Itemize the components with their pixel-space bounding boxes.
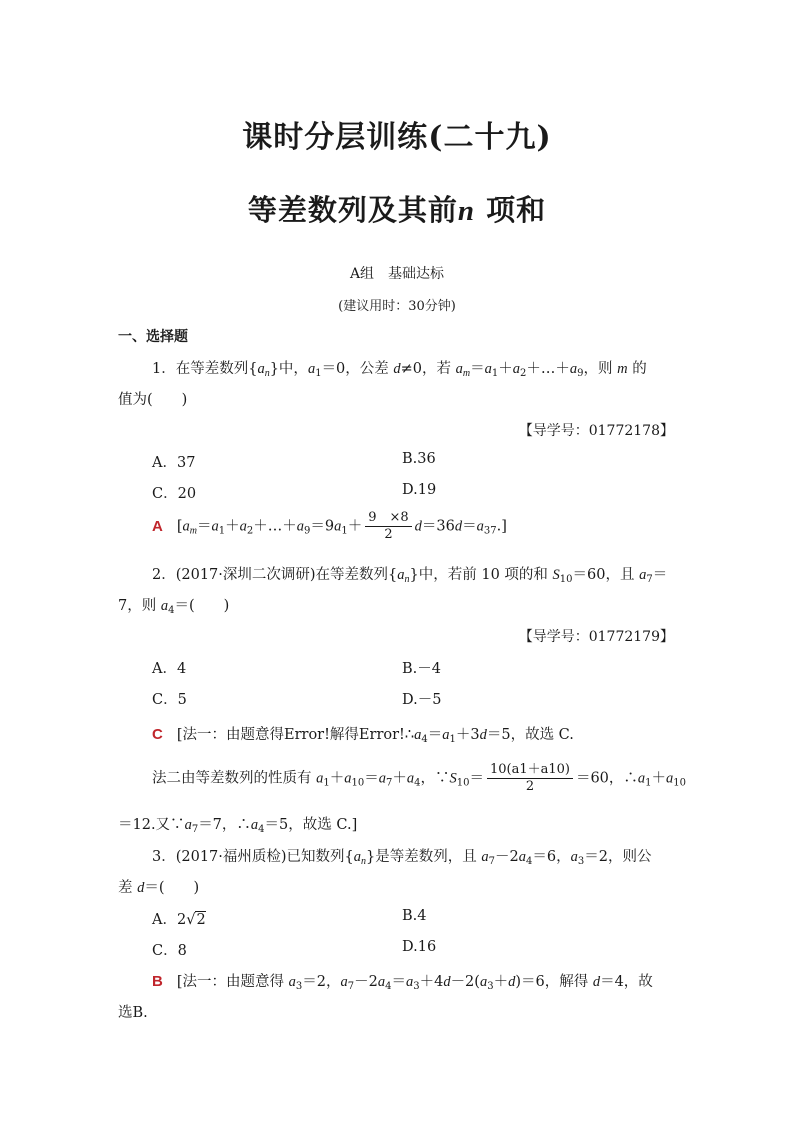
- q3-answer-key: B: [152, 973, 163, 990]
- q2-stem-line2: 7，则 $a_4=$( ): [118, 598, 230, 616]
- group-heading: A组 基础达标: [349, 266, 445, 282]
- q1-stem-line2: 值为( ): [118, 392, 188, 408]
- q3-solution-line1: B [法一：由题意得 $a_3=2$，$a_7-2a_4=a_3+4d-2(a_3+d)=6$，解得 d＝4，故: [152, 973, 653, 992]
- q2-reference-number: 【导学号：01772179】: [518, 629, 674, 645]
- q1-option-b: B.36: [402, 451, 436, 467]
- q2-solution-line3: ＝12.又$\because a_7=7$，$\therefore a_4=5$，故选 C.]: [118, 817, 358, 835]
- q1-fraction: $\frac{9 \times 8}{2}$: [365, 510, 411, 543]
- q3-option-d: D.16: [402, 939, 437, 955]
- q3-option-c: C．8: [152, 943, 187, 959]
- q1-option-a: A．37: [152, 455, 196, 471]
- q3-option-b: B.4: [402, 908, 427, 924]
- q1-option-d: D.19: [402, 482, 437, 498]
- q2-solution-line2: 法二由等差数列的性质有 $a_1+a_{10}=a_7+a_4$，$\because S_{10}=$ $\frac{10(a1+a10)}{2}$ ＝60，$\therefore a_1+a_{10}$: [152, 762, 687, 794]
- q1-stem-line1: 1．在等差数列$\{a_n\}$中，$a_1=0$，公差 d≠0，若 $a_m=a_1+a_2+\dots+a_9$，则 m 的: [152, 361, 647, 379]
- q2-option-b: B.－4: [402, 661, 441, 677]
- q3-option-a: A．2√2: [152, 912, 206, 928]
- q3-solution-line2: 选B.: [118, 1005, 148, 1021]
- q2-answer-key: C: [152, 726, 163, 743]
- q2-fraction: $\frac{10(a1+a10)}{2}$: [487, 762, 573, 795]
- q1-solution: A [$a_m=a_1+a_2+\dots+a_9=9a_1+$ $\frac{9 \times 8}{2}$ $d=36d=a_{37}$.]: [152, 510, 507, 542]
- q2-solution-line1: C [法一：由题意得Error!解得$Error!\therefore a_4=a_1+3d=5$，故选 C.: [152, 726, 574, 745]
- q2-stem-line1: 2．(2017·深圳二次调研)在等差数列$\{a_n\}$中，若前 10 项的和 $S_{10}=60$，且 $a_7=$: [152, 567, 668, 585]
- suggested-time: (建议用时：30分钟): [338, 299, 456, 314]
- q1-reference-number: 【导学号：01772178】: [518, 423, 674, 439]
- section-heading: 一、选择题: [118, 329, 188, 345]
- page-title: 课时分层训练(二十九): [242, 120, 552, 155]
- q2-option-d: D.－5: [402, 692, 442, 708]
- q2-option-a: A．4: [152, 661, 187, 677]
- q1-answer-key: A: [152, 517, 163, 535]
- q3-stem-line1: 3．(2017·福州质检)已知数列$\{a_n\}$是等差数列，且 $a_7-2a_4=6$，$a_3=2$，则公: [152, 849, 652, 867]
- q3-stem-line2: 差 d＝( ): [118, 880, 200, 896]
- q2-option-c: C．5: [152, 692, 187, 708]
- q1-option-c: C．20: [152, 486, 197, 502]
- page-subtitle: 等差数列及其前n 项和: [247, 193, 547, 227]
